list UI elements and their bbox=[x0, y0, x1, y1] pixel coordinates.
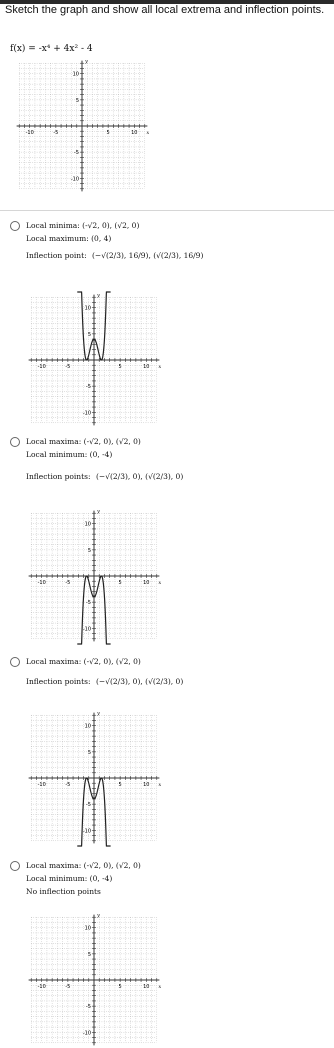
x-tick-label: -5 bbox=[65, 580, 71, 586]
y-tick-label: 5 bbox=[87, 749, 91, 756]
option-3-inflection-label: Inflection points: bbox=[26, 677, 91, 686]
option-3-radio[interactable] bbox=[10, 657, 20, 667]
x-tick-label: 10 bbox=[143, 580, 150, 586]
option-1-line-1: Local maximum: (0, 4) bbox=[26, 234, 112, 243]
y-tick-label: 5 bbox=[87, 331, 91, 338]
main-graph bbox=[14, 58, 150, 194]
y-tick-label: -5 bbox=[86, 600, 91, 607]
y-tick-label: -5 bbox=[74, 150, 79, 157]
x-tick-label: -5 bbox=[65, 364, 71, 370]
y-axis-label: y bbox=[97, 292, 100, 299]
option-4-label[interactable]: Local maxima: (-√2, 0), (√2, 0) bbox=[26, 861, 141, 870]
x-tick-label: -10 bbox=[37, 364, 46, 370]
y-axis-label: y bbox=[97, 912, 100, 919]
x-axis-label: x bbox=[158, 984, 162, 990]
y-tick-label: -5 bbox=[86, 384, 91, 391]
option-2-radio[interactable] bbox=[10, 437, 20, 447]
y-tick-label: -10 bbox=[82, 828, 91, 835]
option-4-inflection-label: No inflection points bbox=[26, 887, 101, 896]
x-tick-label: -10 bbox=[25, 130, 34, 136]
y-axis-label: y bbox=[97, 508, 100, 515]
y-tick-label: -10 bbox=[82, 1030, 91, 1037]
y-tick-label: 10 bbox=[84, 521, 91, 528]
option-2-inflection-label: Inflection points: bbox=[26, 472, 91, 481]
y-axis-label: y bbox=[85, 58, 88, 65]
function-expression: f(x) = -x⁴ + 4x² - 4 bbox=[10, 44, 93, 54]
option-1-graph bbox=[26, 292, 162, 428]
option-3-inflection-points: (−√(2/3), 0), (√(2/3), 0) bbox=[96, 677, 184, 686]
x-tick-label: -10 bbox=[37, 782, 46, 788]
y-axis-label: y bbox=[97, 710, 100, 717]
option-1-inflection-label: Inflection point: bbox=[26, 251, 87, 260]
option-4-line-1: Local minimum: (0, -4) bbox=[26, 874, 113, 883]
option-2-label[interactable]: Local maxima: (-√2, 0), (√2, 0) bbox=[26, 437, 141, 446]
y-tick-label: 10 bbox=[84, 925, 91, 932]
y-tick-label: 5 bbox=[87, 547, 91, 554]
question-instruction: Sketch the graph and show all local extrema and inflection points. bbox=[5, 4, 325, 16]
option-2-line-1: Local minimum: (0, -4) bbox=[26, 450, 113, 459]
option-2-inflection-points: (−√(2/3), 0), (√(2/3), 0) bbox=[96, 472, 184, 481]
option-1-inflection-points: (−√(2/3), 16/9), (√(2/3), 16/9) bbox=[92, 251, 204, 260]
divider bbox=[0, 210, 334, 211]
y-tick-label: -10 bbox=[82, 410, 91, 417]
x-tick-label: -5 bbox=[65, 984, 71, 990]
option-4-radio[interactable] bbox=[10, 861, 20, 871]
y-tick-label: -10 bbox=[70, 176, 79, 183]
y-tick-label: -10 bbox=[82, 626, 91, 633]
x-tick-label: -5 bbox=[65, 782, 71, 788]
x-tick-label: -10 bbox=[37, 580, 46, 586]
x-tick-label: 5 bbox=[118, 782, 122, 788]
x-tick-label: 5 bbox=[106, 130, 110, 136]
x-axis-label: x bbox=[158, 782, 162, 788]
y-tick-label: -5 bbox=[86, 1004, 91, 1011]
x-axis-label: x bbox=[158, 364, 162, 370]
option-3-label[interactable]: Local maxima: (-√2, 0), (√2, 0) bbox=[26, 657, 141, 666]
option-2-graph bbox=[26, 508, 162, 644]
x-tick-label: 10 bbox=[143, 984, 150, 990]
y-tick-label: 10 bbox=[84, 723, 91, 730]
x-tick-label: 5 bbox=[118, 580, 122, 586]
y-tick-label: 10 bbox=[84, 305, 91, 312]
x-tick-label: 10 bbox=[143, 782, 150, 788]
y-tick-label: 10 bbox=[72, 71, 79, 78]
x-tick-label: -5 bbox=[53, 130, 59, 136]
y-tick-label: 5 bbox=[75, 97, 79, 104]
x-tick-label: 10 bbox=[143, 364, 150, 370]
x-tick-label: 5 bbox=[118, 984, 122, 990]
x-tick-label: 10 bbox=[131, 130, 138, 136]
x-tick-label: -10 bbox=[37, 984, 46, 990]
option-1-radio[interactable] bbox=[10, 221, 20, 231]
option-3-graph bbox=[26, 710, 162, 846]
y-tick-label: 5 bbox=[87, 951, 91, 958]
option-4-graph bbox=[26, 912, 162, 1037]
y-tick-label: -5 bbox=[86, 802, 91, 809]
option-1-label[interactable]: Local minima: (-√2, 0), (√2, 0) bbox=[26, 221, 140, 230]
x-tick-label: 5 bbox=[118, 364, 122, 370]
x-axis-label: x bbox=[146, 130, 150, 136]
x-axis-label: x bbox=[158, 580, 162, 586]
